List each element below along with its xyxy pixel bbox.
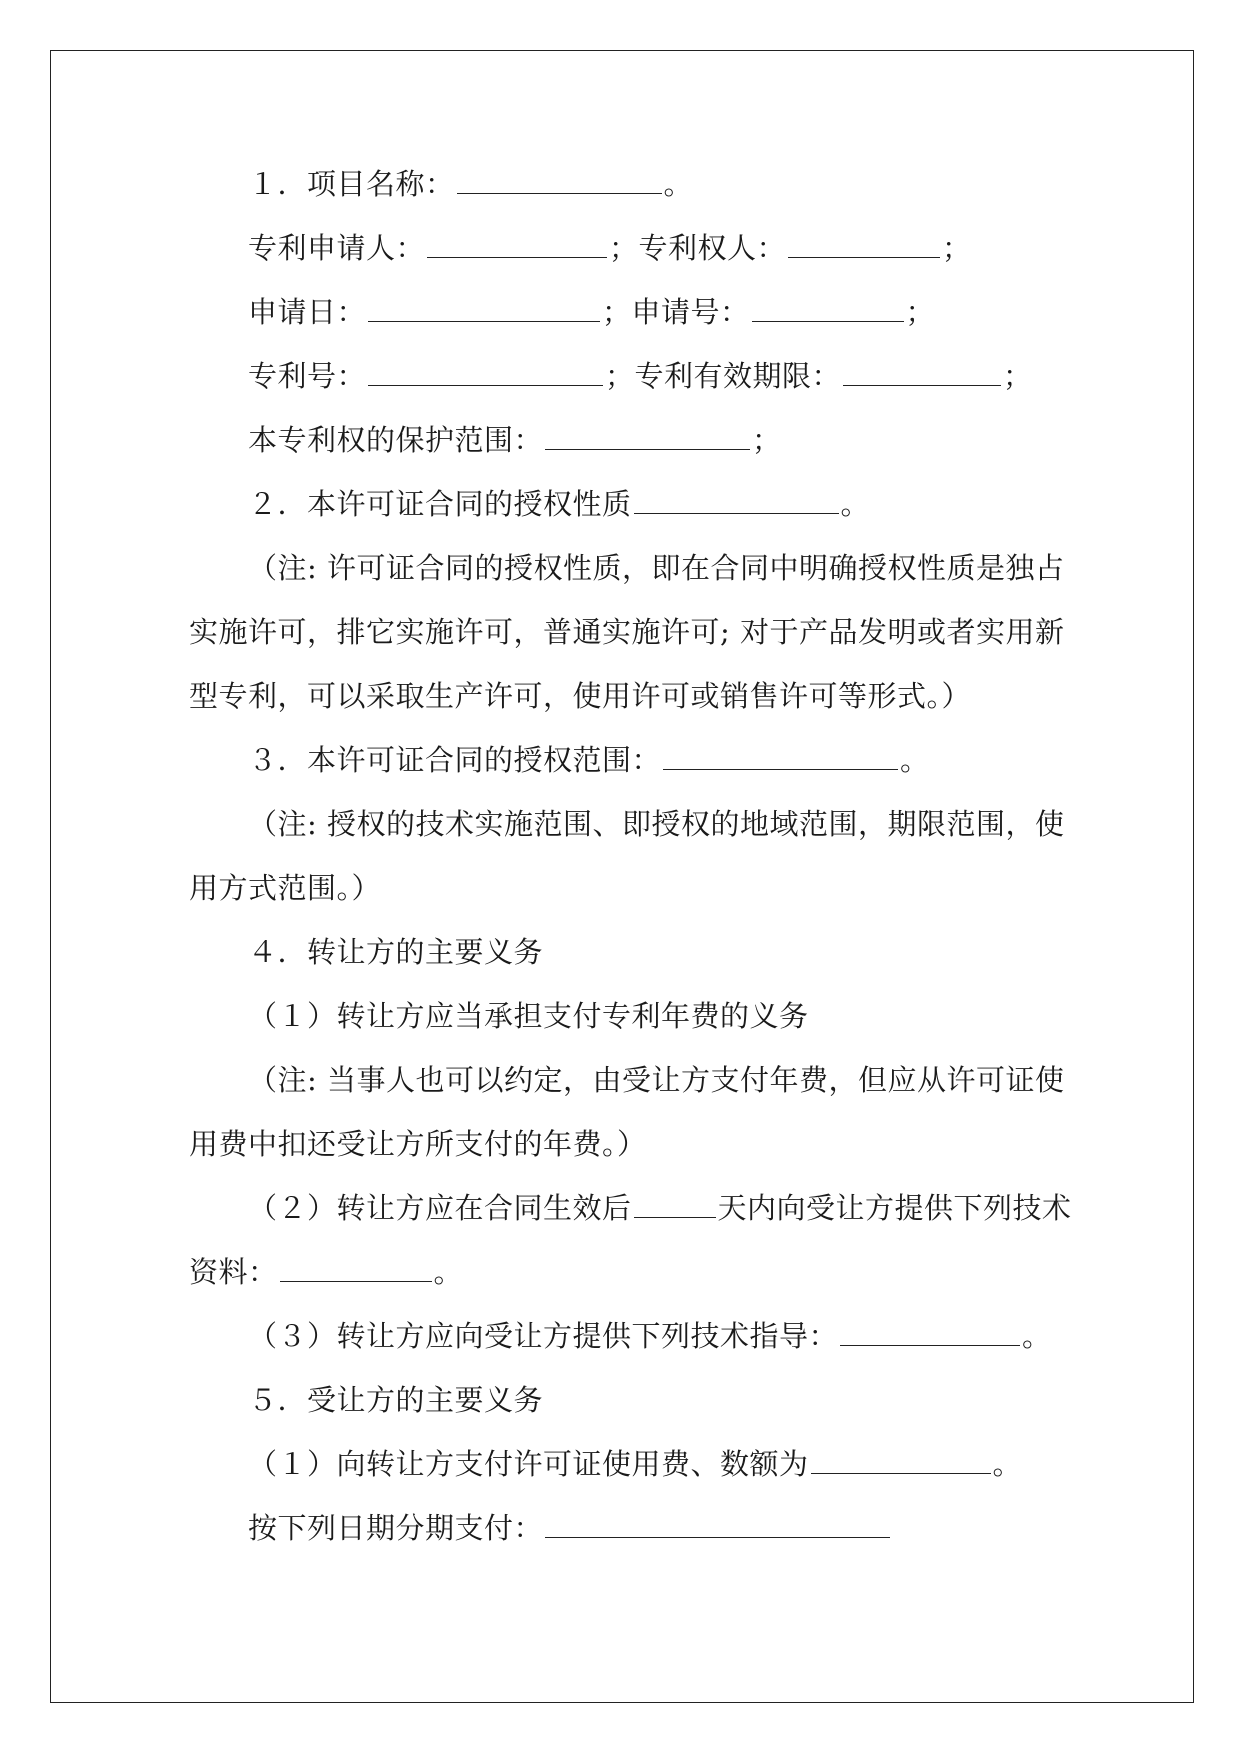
application-date-blank[interactable]: [368, 295, 600, 322]
application-number-blank[interactable]: [752, 295, 904, 322]
item-5-heading: ５．受让方的主要义务: [248, 1383, 544, 1417]
note-paragraph-line: 型专利，可以采取生产许可，使用许可或销售许可等形式。）: [189, 679, 972, 713]
project-name-blank[interactable]: [457, 167, 662, 194]
item-2-authorization-nature: ２．本许可证合同的授权性质 。: [248, 487, 871, 521]
note-paragraph-line: （注: 授权的技术实施范围、即授权的地域范围，期限范围，使: [248, 807, 1065, 841]
label: １．项目名称：: [248, 167, 455, 201]
item-4-1: （１）转让方应当承担支付专利年费的义务: [248, 999, 809, 1033]
note-paragraph-line: （注: 许可证合同的授权性质，即在合同中明确授权性质是独占: [248, 551, 1065, 585]
patent-validity-blank[interactable]: [843, 359, 1001, 386]
item-5-1: （１）向转让方支付许可证使用费、数额为 。: [248, 1447, 1023, 1481]
days-blank[interactable]: [634, 1191, 716, 1218]
authorization-scope-blank[interactable]: [663, 743, 898, 770]
technical-materials-row: 资料： 。: [189, 1255, 464, 1289]
application-date-row: 申请日： ；申请号： ；: [248, 295, 936, 329]
authorization-nature-blank[interactable]: [634, 487, 839, 514]
license-fee-amount-blank[interactable]: [811, 1447, 991, 1474]
patent-number-row: 专利号： ；专利有效期限： ；: [248, 359, 1033, 393]
protection-scope-blank[interactable]: [545, 423, 750, 450]
technical-materials-blank[interactable]: [280, 1255, 432, 1282]
patent-number-blank[interactable]: [368, 359, 603, 386]
item-4-heading: ４．转让方的主要义务: [248, 935, 544, 969]
note-paragraph-line: （注: 当事人也可以约定，由受让方支付年费，但应从许可证使: [248, 1063, 1065, 1097]
installment-row: 按下列日期分期支付：: [248, 1509, 892, 1547]
note-paragraph-line: 实施许可，排它实施许可，普通实施许可; 对于产品发明或者实用新: [189, 615, 1065, 649]
item-3-authorization-scope: ３．本许可证合同的授权范围： 。: [248, 743, 930, 777]
protection-scope-row: 本专利权的保护范围： ；: [248, 423, 782, 457]
patent-applicant-row: 专利申请人： ；专利权人： ；: [248, 231, 972, 265]
patent-holder-blank[interactable]: [788, 231, 940, 258]
technical-guidance-blank[interactable]: [840, 1319, 1020, 1346]
item-4-2: （２）转让方应在合同生效后 天内向受让方提供下列技术: [248, 1191, 1072, 1225]
note-paragraph-line: 用费中扣还受让方所支付的年费。）: [189, 1127, 647, 1161]
note-paragraph-line: 用方式范围。）: [189, 871, 382, 905]
installment-dates-blank[interactable]: [545, 1511, 890, 1538]
item-1-project-name: １．项目名称： 。: [248, 167, 694, 201]
item-4-3: （３）转让方应向受让方提供下列技术指导： 。: [248, 1319, 1052, 1353]
patent-applicant-blank[interactable]: [427, 231, 607, 258]
